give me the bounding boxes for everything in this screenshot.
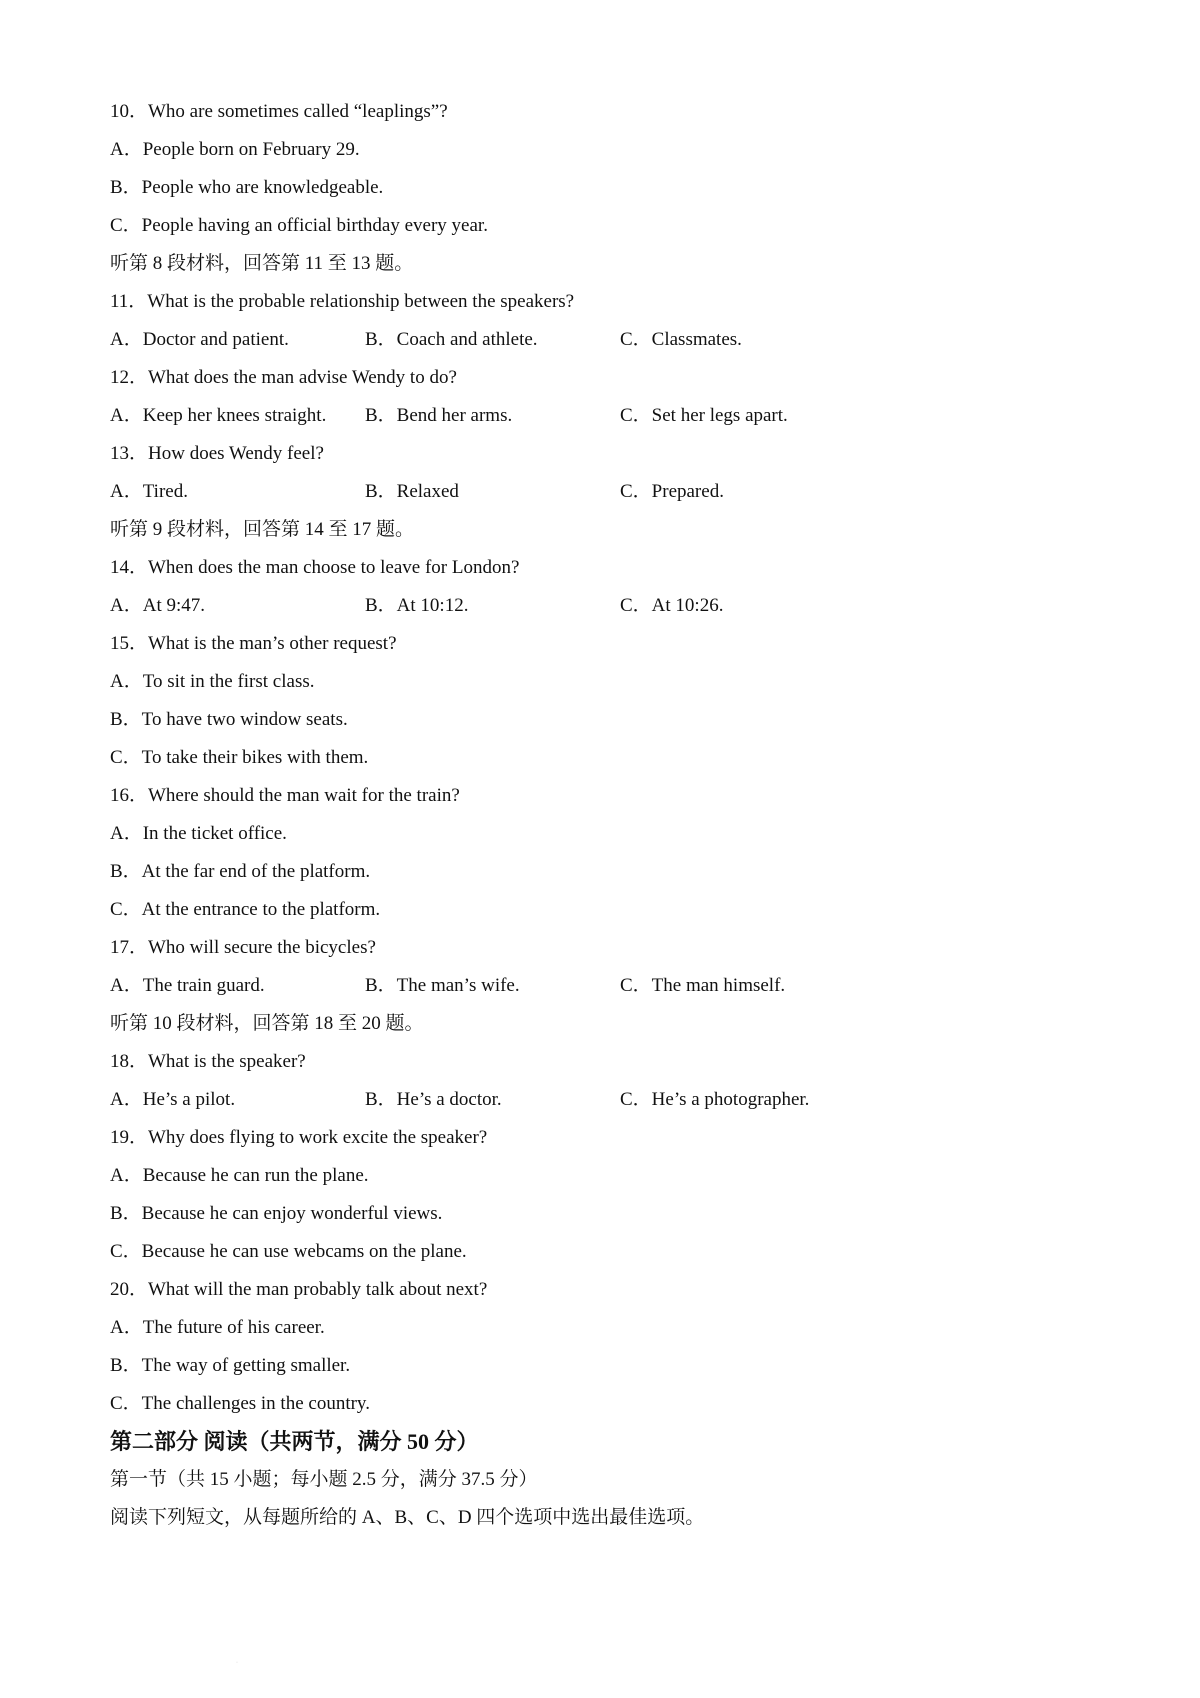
option-11-c: C．Classmates. bbox=[620, 329, 742, 350]
option-19-a: A．Because he can run the plane. bbox=[110, 1165, 369, 1186]
question-15: 15．What is the man’s other request? bbox=[110, 633, 397, 654]
listening-instruction-10: 听第 10 段材料，回答第 18 至 20 题。 bbox=[110, 1013, 424, 1034]
footer-mark: · bbox=[236, 1660, 238, 1666]
option-16-b: B．At the far end of the platform. bbox=[110, 861, 371, 882]
option-20-b: B．The way of getting smaller. bbox=[110, 1355, 351, 1376]
option-13-a: A．Tired. bbox=[110, 481, 188, 502]
option-20-a: A．The future of his career. bbox=[110, 1317, 325, 1338]
option-16-a: A．In the ticket office. bbox=[110, 823, 287, 844]
option-15-b: B．To have two window seats. bbox=[110, 709, 348, 730]
option-10-b: B．People who are knowledgeable. bbox=[110, 177, 384, 198]
options-row-12 bbox=[110, 397, 1110, 435]
option-20-c: C．The challenges in the country. bbox=[110, 1393, 370, 1414]
question-17: 17．Who will secure the bicycles? bbox=[110, 937, 376, 958]
option-12-c: C．Set her legs apart. bbox=[620, 405, 788, 426]
option-11-a: A．Doctor and patient. bbox=[110, 329, 289, 350]
question-19: 19．Why does flying to work excite the speaker? bbox=[110, 1127, 488, 1148]
option-16-c: C．At the entrance to the platform. bbox=[110, 899, 381, 920]
option-11-b: B．Coach and athlete. bbox=[365, 329, 538, 350]
option-18-b: B．He’s a doctor. bbox=[365, 1089, 502, 1110]
option-17-c: C．The man himself. bbox=[620, 975, 786, 996]
options-row-14 bbox=[110, 587, 1110, 625]
option-18-c: C．He’s a photographer. bbox=[620, 1089, 810, 1110]
question-16: 16．Where should the man wait for the train? bbox=[110, 785, 460, 806]
question-18: 18．What is the speaker? bbox=[110, 1051, 306, 1072]
exam-content bbox=[110, 93, 1110, 1537]
options-row-18 bbox=[110, 1081, 1110, 1119]
question-10: 10．Who are sometimes called “leaplings”? bbox=[110, 101, 448, 122]
question-12: 12．What does the man advise Wendy to do? bbox=[110, 367, 457, 388]
question-14: 14．When does the man choose to leave for London? bbox=[110, 557, 520, 578]
option-13-c: C．Prepared. bbox=[620, 481, 724, 502]
option-14-c: C．At 10:26. bbox=[620, 595, 724, 616]
options-row-13 bbox=[110, 473, 1110, 511]
option-14-a: A．At 9:47. bbox=[110, 595, 206, 616]
option-19-c: C．Because he can use webcams on the plane. bbox=[110, 1241, 467, 1262]
options-row-11 bbox=[110, 321, 1110, 359]
option-12-b: B．Bend her arms. bbox=[365, 405, 513, 426]
option-12-a: A．Keep her knees straight. bbox=[110, 405, 327, 426]
question-20: 20．What will the man probably talk about next? bbox=[110, 1279, 488, 1300]
section-one-heading: 第一节（共 15 小题；每小题 2.5 分，满分 37.5 分） bbox=[110, 1469, 538, 1490]
option-17-a: A．The train guard. bbox=[110, 975, 265, 996]
listening-instruction-8: 听第 8 段材料，回答第 11 至 13 题。 bbox=[110, 253, 414, 274]
option-13-b: B．Relaxed bbox=[365, 481, 459, 502]
part-two-title: 第二部分 阅读（共两节，满分 50 分） bbox=[110, 1429, 479, 1454]
option-10-c: C．People having an official birthday every year. bbox=[110, 215, 488, 236]
option-14-b: B．At 10:12. bbox=[365, 595, 469, 616]
reading-instruction: 阅读下列短文，从每题所给的 A、B、C、D 四个选项中选出最佳选项。 bbox=[110, 1507, 705, 1528]
option-15-a: A．To sit in the first class. bbox=[110, 671, 315, 692]
question-13: 13．How does Wendy feel? bbox=[110, 443, 324, 464]
option-10-a: A．People born on February 29. bbox=[110, 139, 360, 160]
option-18-a: A．He’s a pilot. bbox=[110, 1089, 236, 1110]
options-row-17 bbox=[110, 967, 1110, 1005]
option-17-b: B．The man’s wife. bbox=[365, 975, 520, 996]
option-15-c: C．To take their bikes with them. bbox=[110, 747, 369, 768]
listening-instruction-9: 听第 9 段材料，回答第 14 至 17 题。 bbox=[110, 519, 415, 540]
question-11: 11．What is the probable relationship between the speakers? bbox=[110, 291, 575, 312]
option-19-b: B．Because he can enjoy wonderful views. bbox=[110, 1203, 443, 1224]
